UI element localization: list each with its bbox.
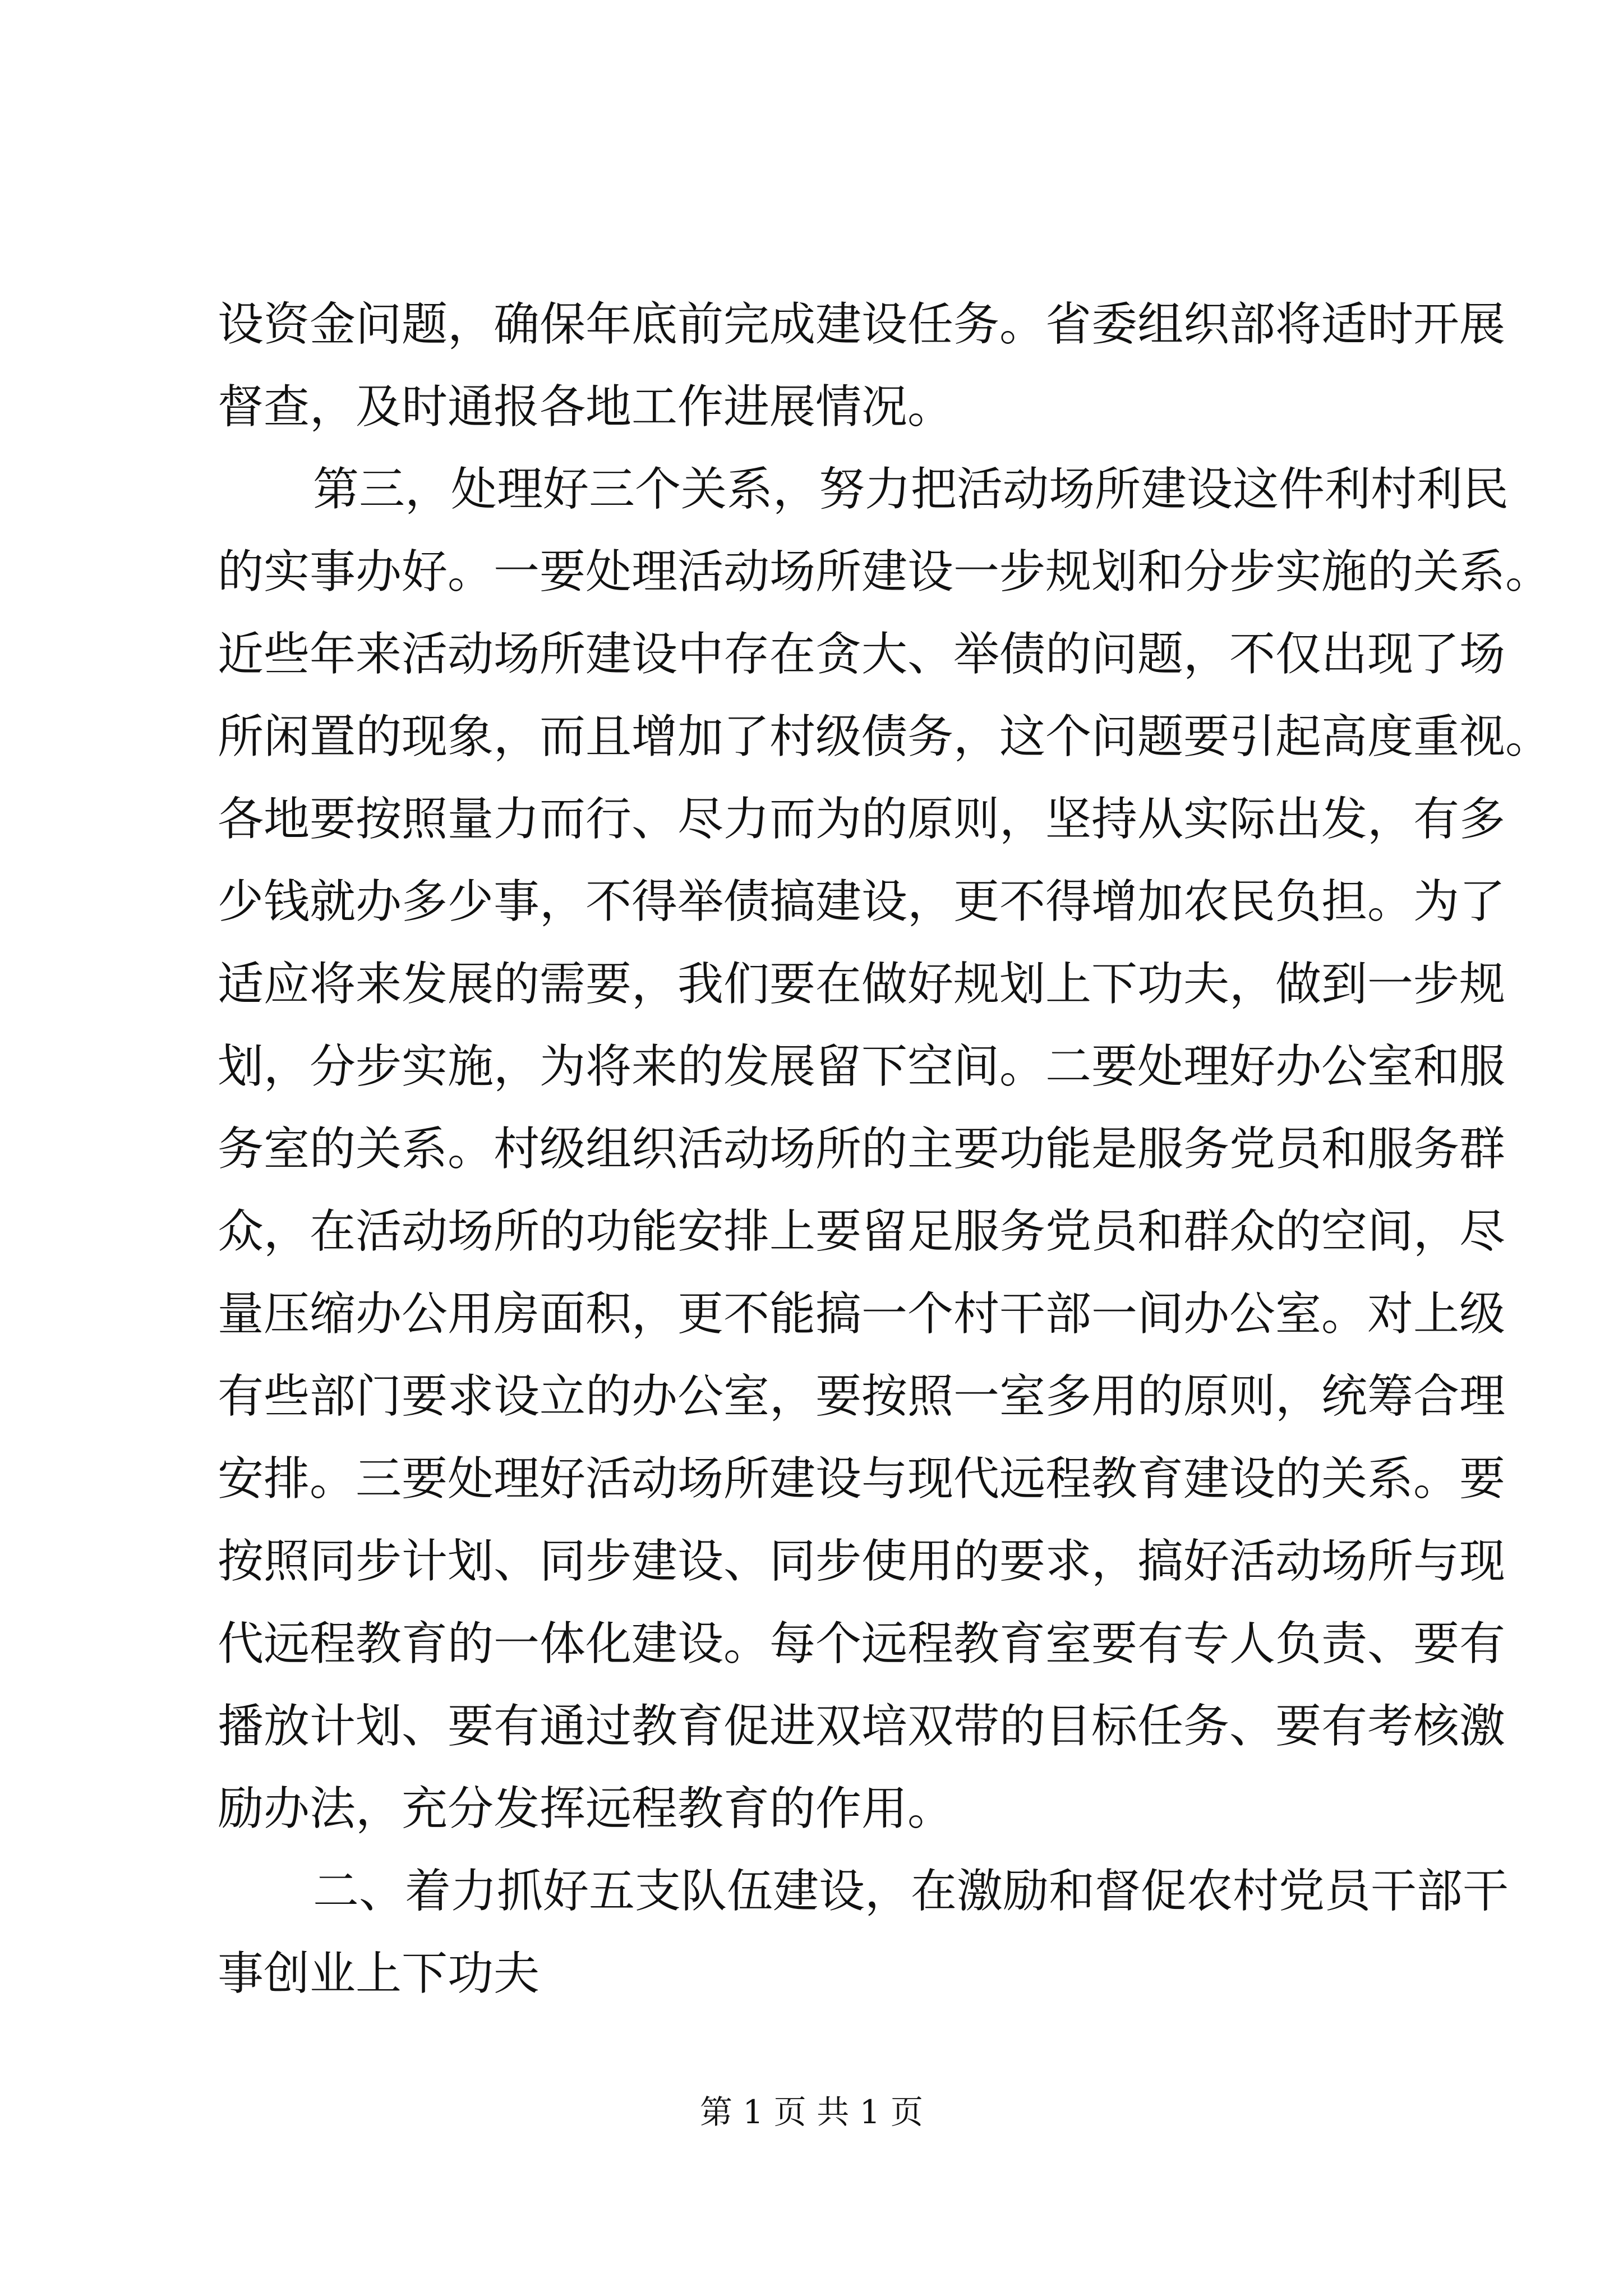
text-line: 代远程教育的一体化建设。每个远程教育室要有专人负责、要有 xyxy=(218,1617,1506,1671)
text-line: 第三，处理好三个关系，努力把活动场所建设这件利村利民 xyxy=(313,463,1509,516)
text-line: 播放计划、要有通过教育促进双培双带的目标任务、要有考核激 xyxy=(218,1700,1506,1753)
text-line: 所闲置的现象，而且增加了村级债务，这个问题要引起高度重视。 xyxy=(218,710,1552,763)
page-footer: 第 1 页 共 1 页 xyxy=(700,2093,923,2131)
section-heading xyxy=(218,1850,1509,2015)
text-line: 励办法，充分发挥远程教育的作用。 xyxy=(218,1782,954,1835)
text-line: 少钱就办多少事，不得举债搞建设，更不得增加农民负担。为了 xyxy=(218,875,1506,928)
document-body xyxy=(218,283,1552,2015)
text-line: 督查，及时通报各地工作进展情况。 xyxy=(218,380,954,434)
text-line: 近些年来活动场所建设中存在贪大、举债的问题，不仅出现了场 xyxy=(218,628,1506,681)
paragraph xyxy=(218,448,1552,1850)
text-line: 量压缩办公用房面积，更不能搞一个村干部一间办公室。对上级 xyxy=(218,1287,1506,1341)
text-line: 划，分步实施，为将来的发展留下空间。二要处理好办公室和服 xyxy=(218,1040,1506,1093)
text-line: 众，在活动场所的功能安排上要留足服务党员和群众的空间，尽 xyxy=(218,1205,1506,1258)
text-line: 务室的关系。村级组织活动场所的主要功能是服务党员和服务群 xyxy=(218,1122,1506,1176)
text-line: 二、着力抓好五支队伍建设，在激励和督促农村党员干部干 xyxy=(313,1865,1509,1918)
text-line: 的实事办好。一要处理活动场所建设一步规划和分步实施的关系。 xyxy=(218,545,1552,599)
text-line: 设资金问题，确保年底前完成建设任务。省委组织部将适时开展 xyxy=(218,298,1506,351)
text-line: 各地要按照量力而行、尽力而为的原则，坚持从实际出发，有多 xyxy=(218,793,1506,846)
text-line: 安排。三要处理好活动场所建设与现代远程教育建设的关系。要 xyxy=(218,1452,1506,1506)
text-line: 事创业上下功夫 xyxy=(218,1947,540,2000)
text-line: 有些部门要求设立的办公室，要按照一室多用的原则，统筹合理 xyxy=(218,1370,1506,1423)
text-line: 适应将来发展的需要，我们要在做好规划上下功夫，做到一步规 xyxy=(218,958,1506,1011)
text-line: 按照同步计划、同步建设、同步使用的要求，搞好活动场所与现 xyxy=(218,1535,1506,1588)
paragraph xyxy=(218,283,1506,448)
